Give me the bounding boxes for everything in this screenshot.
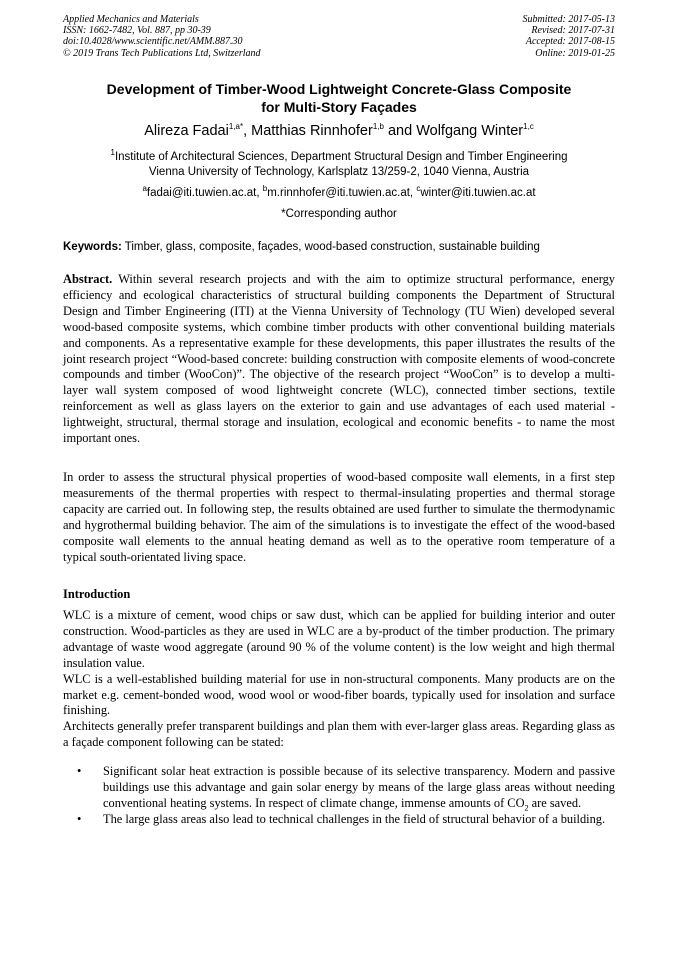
bullet-marker: •: [77, 811, 82, 826]
abstract: [63, 272, 615, 447]
introduction-body: [63, 608, 615, 751]
journal-issn: ISSN: 1662-7482, Vol. 887, pp 30-39: [63, 25, 211, 37]
affiliation-mark: 1: [110, 148, 115, 158]
email-link[interactable]: winter@iti.tuwien.ac.at: [420, 187, 536, 199]
list-item: • The large glass areas also lead to technical challenges in the field of structural behavior of a building.: [77, 811, 606, 826]
abstract-paragraph-2: In order to assess the structural physical properties of wood-based composite wall elements, in a first step measurements of the thermal properties with respect to thermal-insulating properties and thermal storage capacity are carried out. In following step, the results obtained are used further to simulate the thermodynamic and hygrothermal building behavior. The aim of the simulations is to investigate the effect of the wood-based composite wall elements to the annual heating demand as well as to the operative room temperature of a typical south-orientated living space.: [63, 470, 615, 564]
author-affiliation-mark: 1,b: [372, 122, 384, 132]
list-item: • Significant solar heat extraction is possible because of its selective transparency. Modern and passive buildings use this advantage and gain solar energy by means of the large glass areas without needing conventional heating systems. In respect of climate change, immense amounts of $CO_2$ are saved.: [77, 764, 615, 813]
journal-info: [63, 14, 261, 59]
paper-title: [63, 80, 615, 116]
corresponding-author-note: *Corresponding author: [281, 208, 397, 220]
title-line-2: for Multi-Story Façades: [261, 99, 417, 115]
bullet-list: [63, 764, 615, 828]
email-link[interactable]: fadai@iti.tuwien.ac.at,: [146, 187, 263, 199]
abstract-label: Abstract.: [63, 272, 113, 286]
author-emails: $^a$fadai@iti.tuwien.ac.at, $^b$m.rinnhofer@iti.tuwien.ac.at, $^c$winter@iti.tuwien.ac.at: [142, 184, 536, 199]
keywords-label: Keywords:: [63, 241, 122, 253]
author-affiliation-mark: 1,a*: [228, 122, 244, 132]
journal-doi: doi:10.4028/www.scientific.net/AMM.887.30: [63, 36, 243, 48]
intro-paragraph: WLC is a well-established building material for use in non-structural components. Many products are on the market e.g. cement-bonded wood, wood wool or wood-fiber boards, typically used for insolation and surface finishing.: [63, 671, 615, 718]
date-accepted: Accepted: 2017-08-15: [525, 36, 615, 48]
keywords: [63, 240, 615, 254]
author-name: Matthias Rinnhofer: [251, 123, 373, 139]
author-separator: ,: [243, 123, 252, 139]
bullet-marker: •: [77, 764, 82, 778]
date-submitted: Submitted: 2017-05-13: [522, 14, 615, 25]
author-list: [63, 122, 615, 140]
intro-paragraph: WLC is a mixture of cement, wood chips or saw dust, which can be applied for building interior and outer construction. Wood-particles as they are used in WLC are a by-product of the timber production. The primary advantage of waste wood aggregate (around 90 % of the volume content) is the low weight and high thermal insulation value.: [63, 608, 615, 670]
affiliation-line-2: Vienna University of Technology, Karlsplatz 13/259-2, 1040 Vienna, Austria: [148, 166, 530, 178]
title-line-1: Development of Timber-Wood Lightweight Concrete-Glass Composite: [106, 81, 572, 97]
abstract-text: Within several research projects and with the aim to optimize structural performance, energy efficiency and ecological characteristics of structural building components the Department of Structural Design and Timber Engineering (ITI) at the Vienna University of Technology (TU Wien) developed several wood-based composite systems, which combine timber products with other conventional building materials and components. As a representative example for these developments, this paper illustrates the results of the joint research project “Wood-based concrete: building construction with composite elements of wood-concrete compounds and timber (WooCon)”. The objective of the research project “WooCon” is to develop a multi-layer wall system composed of wood lightweight concrete (WLC), connected timber sections, textile reinforcement as well as glass layers on the exterior to gain and use advantages of each used material - lightweight, structural, thermal storage and insulation, ecological and economic benefits - to name the most important ones.: [63, 272, 615, 446]
author-affiliation-mark: 1,c: [523, 122, 534, 132]
journal-name: Applied Mechanics and Materials: [63, 14, 199, 25]
author-name: Wolfgang Winter: [416, 123, 524, 139]
intro-paragraph: Architects generally prefer transparent buildings and plan them with ever-larger glass areas. Regarding glass as a façade component following can be stated:: [63, 719, 615, 750]
section-heading-introduction: Introduction: [63, 587, 131, 601]
date-online: Online: 2019-01-25: [535, 47, 615, 59]
affiliation: [63, 150, 615, 180]
date-revised: Revised: 2017-07-31: [531, 25, 615, 37]
submission-dates: [523, 14, 616, 59]
keywords-text: Timber, glass, composite, façades, wood-based construction, sustainable building: [121, 241, 540, 253]
author-separator: and: [383, 123, 417, 139]
journal-copyright: © 2019 Trans Tech Publications Ltd, Switzerland: [63, 47, 261, 59]
email-link[interactable]: m.rinnhofer@iti.tuwien.ac.at,: [267, 187, 417, 199]
affiliation-line-1: $^1$Institute of Architectural Sciences, Department Structural Design and Timber Engineering: [110, 148, 568, 163]
subscript: 2: [524, 803, 529, 813]
author-name: Alireza Fadai: [144, 123, 229, 139]
